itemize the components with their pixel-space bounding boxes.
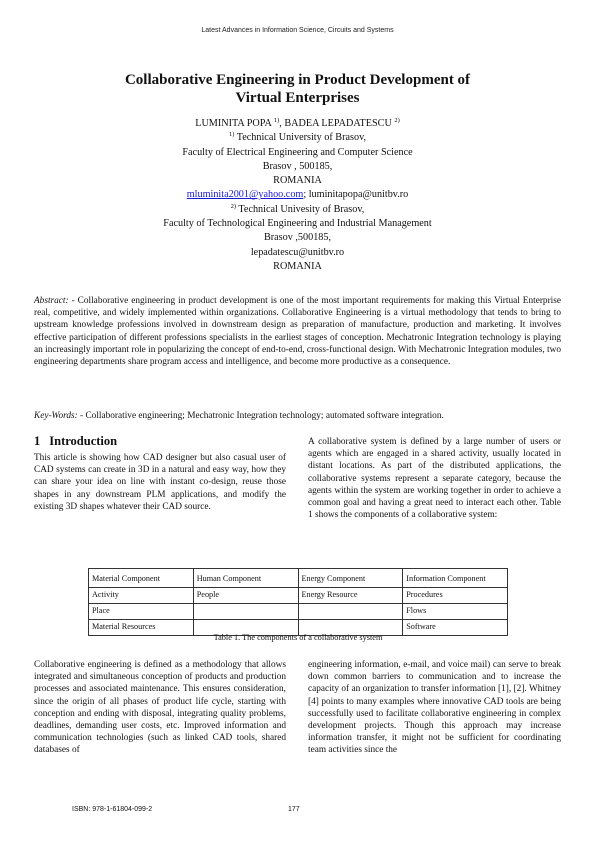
table-cell [193,604,298,620]
table-header-cell: Human Component [193,569,298,588]
affiliation-2-university-text: Technical Univesity of Brasov, [236,203,365,215]
footer-isbn: ISBN: 978-1-61804-099-2 [72,806,153,813]
running-header: Latest Advances in Information Science, Circuits and Systems [201,27,394,34]
author-names [60,117,535,131]
components-table [88,568,508,636]
abstract [34,295,561,368]
author-1-name: LUMINITA POPA [195,118,274,129]
paper-title-line-1: Collaborative Engineering in Product Development of [124,72,471,88]
abstract-label: Abstract: [34,296,69,306]
affiliation-1-university-text: Technical University of Brasov, [234,132,367,144]
affiliation-2-faculty: Faculty of Technological Engineering and Industrial Management [163,218,432,230]
affiliation-2-university [60,203,535,217]
table-cell: People [193,588,298,604]
author-1-superscript: 1) [273,117,280,124]
footer-page-number: 177 [288,806,300,813]
affiliation-1-country: ROMANIA [273,175,322,187]
table-header-row [89,569,508,588]
table-cell: Energy Resource [298,588,403,604]
affiliation-2-country: ROMANIA [273,260,322,272]
email-line-1 [60,188,535,202]
table-cell: Flows [403,604,508,620]
body-right-paragraph: engineering information, e-mail, and voice mail) can serve to break down common barriers to communication and to increase the capacity of an organization to transfer information [1], [2]. Whitney [4] points to many examples where innovative CAD tools are being successfully used to facilitate collaborative engineering in complex development projects. Though this approach may increase information transfer, it might not be sufficient for coordinating team activities since the [308,660,561,756]
keywords-label: Key-Words: [34,411,78,421]
section-number: 1 [34,434,41,448]
affiliation-1-superscript: 1) [228,131,235,139]
intro-right-paragraph: A collaborative system is defined by a large number of users or agents which are engaged in a shared activity, usually located in distant locations. As part of the distributed applications, the collaborative systems represent a separate category, because the agents within the system are working together in order to achieve a common goal and having a great need to interact each other. Table 1 shows the components of a collaborative system: [308,437,561,521]
table-caption: Table 1. The components of a collaborative system [213,633,383,642]
table-cell: Software [403,620,508,636]
affiliation-2-superscript: 2) [230,202,237,210]
author-block [60,117,535,274]
affiliation-2-city: Brasov ,500185, [263,232,332,244]
email-1-link[interactable]: mluminita2001@yahoo.com [186,189,304,201]
keywords-text: - Collaborative engineering; Mechatronic Integration technology; automated software integration. [77,411,444,421]
table-cell: Place [89,604,194,620]
section-title: Introduction [49,434,118,448]
table-header-cell: Information Component [403,569,508,588]
table-cell [298,604,403,620]
paper-title [60,71,535,107]
abstract-text: - Collaborative engineering in product development is one of the most important requirements for making this Virtual Enterprise real, competitive, and widely implemented within organizations. Collaborative Engineering is a virtual methodology that tends to bring to upstream knowledge professions involved in downstream design as preparation of manufacture, production and marketing. It involves effective participation of different professions specialists in the earliest stages of conception. Mechatronic Integration technology is playing an increasingly important role in popularizing the concept of end-to-end, cross-functional design. With Mechatronic Integration modules, two engineering departments share program access and intelligence, and become more productive as a consequence. [34,296,561,368]
author-separator: , [279,118,285,129]
table-cell: Procedures [403,588,508,604]
section-heading-introduction [34,434,117,449]
affiliation-1-city: Brasov , 500185, [262,160,333,172]
body-left-paragraph: Collaborative engineering is defined as a methodology that allows integrated and simultaneous conception of products and production processes and associated maintenance. This ensures consideration, since the origin of all phases of product life cycle, starting with conception and ending with disposal, integrating quality problems, deadlines, demanding user costs, etc. Improved information and communication technologies (such as linked CAD tools, shared databases of [34,660,286,756]
intro-left-paragraph: This article is showing how CAD designer but also casual user of CAD systems can create in 3D in a natural and easy way, how they can share your idea on line with instant co-design, reuse those shapes in any downstream PLM applications, and modify the existing 3D shapes whatever their CAD source. [34,453,286,512]
paper-title-line-2: Virtual Enterprises [235,90,360,106]
keywords [34,410,561,422]
author-2-superscript: 2) [394,117,400,124]
table-row [89,604,508,620]
email-1-secondary: ; luminitapopa@unitbv.ro [303,189,409,201]
table-row [89,588,508,604]
table-header-cell: Material Component [89,569,194,588]
email-2: lepadatescu@unitbv.ro [250,246,345,258]
author-2-name: BADEA LEPADATESCU [284,118,395,129]
affiliation-1-faculty: Faculty of Electrical Engineering and Computer Science [182,146,413,158]
affiliation-1-university [60,131,535,145]
table-header-cell: Energy Component [298,569,403,588]
table-cell: Material Resources [89,620,194,636]
table-cell: Activity [89,588,194,604]
